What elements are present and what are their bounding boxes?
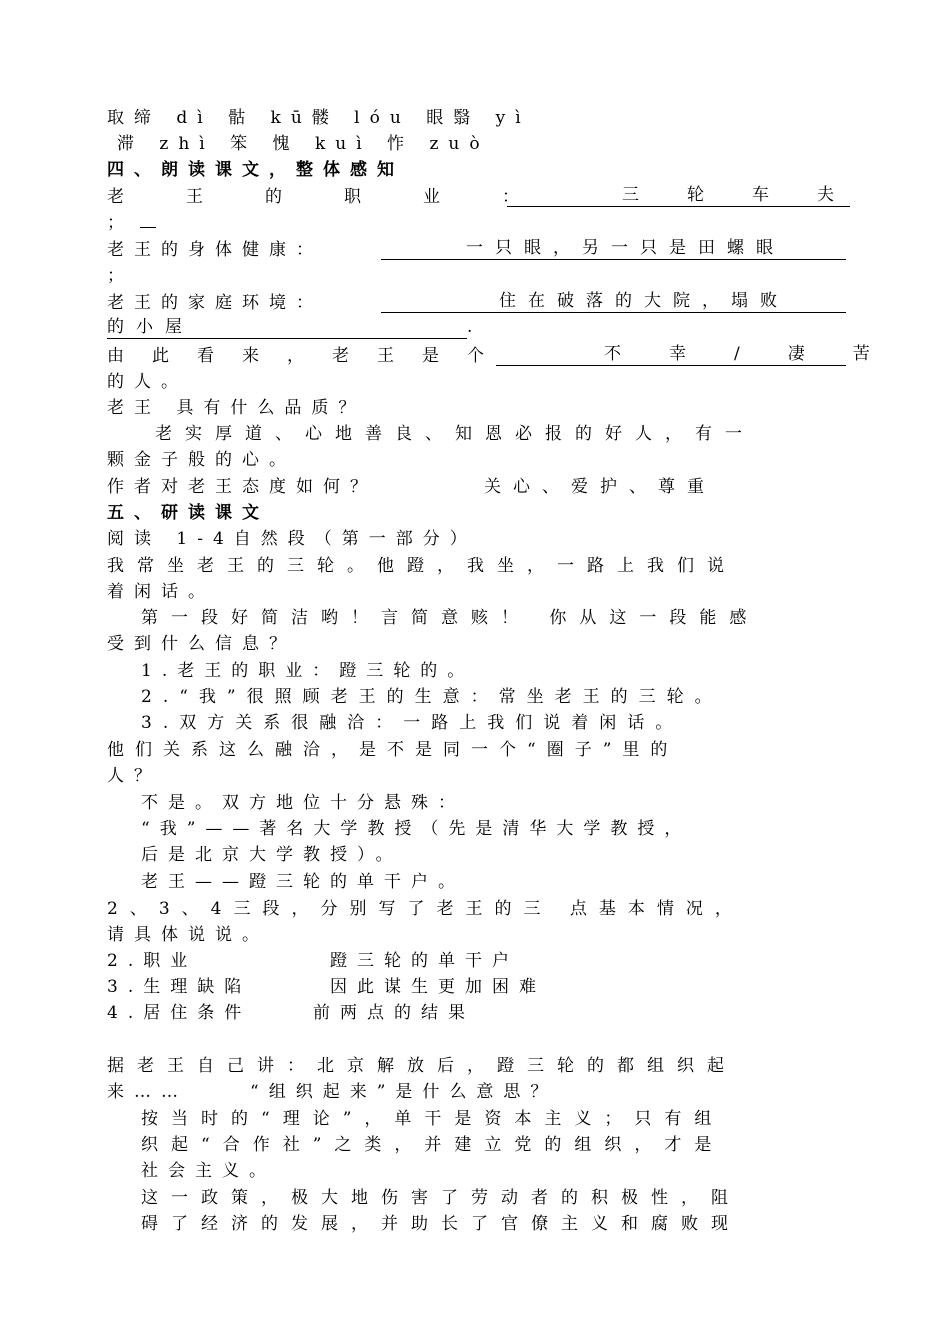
label-health: 老王的身体健康：	[107, 240, 323, 260]
question-three-points-1: 2、3、4三段，分别写了老王的三 点基本情况，	[107, 899, 744, 919]
section-heading-5: 五、研读课文	[107, 503, 269, 523]
blank-underline	[140, 227, 156, 228]
explain-line-1: 按当时的“理论”，单干是资本主义；只有组	[141, 1109, 725, 1129]
answer-family-text: 住在破落的大院，塌败	[381, 290, 846, 313]
quote-line-2a: 来……	[107, 1082, 188, 1102]
answer-circle-2: “我”——著名大学教授（先是清华大学教授，	[141, 819, 692, 839]
semicolon-1: ；	[107, 213, 134, 233]
answer-circle-4: 老王——蹬三轮的单干户。	[141, 872, 465, 892]
point-3: 3.双方关系很融洽：一路上我们说着闲话。	[141, 713, 684, 733]
point-2: 2.“我”很照顾老王的生意：常坐老王的三轮。	[141, 687, 723, 707]
answer-family-cont-text: 的小屋	[107, 316, 467, 339]
point-1: 1.老王的职业：蹬三轮的。	[141, 661, 475, 681]
explain-line-2: 织起“合作社”之类，并建立党的组织，才是	[141, 1135, 725, 1155]
answer-attitude: 关心、爱护、尊重	[484, 477, 716, 497]
question-attitude: 作者对老王态度如何？	[107, 477, 377, 497]
item-3-value: 因此谋生更加困难	[330, 977, 546, 997]
answer-health-text: 一只眼，另一只是田螺眼	[381, 237, 846, 260]
text-line-1: 我常坐老王的三轮。他蹬，我坐，一路上我们说	[107, 556, 737, 576]
semicolon-line-1	[107, 210, 832, 236]
answer-quality: 老实厚道、心地善良、知恩必报的好人，有一	[155, 424, 755, 444]
question-three-points-2: 请具体说说。	[107, 925, 269, 945]
question-circle-2: 人？	[107, 766, 161, 786]
period: .	[467, 317, 473, 337]
quote-line-2b: “组织起来”是什么意思？	[250, 1082, 558, 1102]
pinyin-line-1: 取缔 dì 骷 kū髅 lóu 眼翳 yì	[107, 108, 531, 128]
explain-line-4: 这一政策，极大地伤害了劳动者的积极性，阻	[141, 1188, 741, 1208]
line-people: 的人。	[107, 372, 188, 392]
item-4-value: 前两点的结果	[313, 1003, 475, 1023]
section-heading-4: 四、朗读课文，整体感知	[107, 160, 404, 180]
explain-line-5: 碍了经济的发展，并助长了官僚主义和腐败现	[141, 1214, 741, 1234]
answer-quality-cont: 颗金子般的心。	[107, 450, 296, 470]
item-3-label: 3.生理缺陷	[107, 977, 252, 997]
label-family: 老王的家庭环境：	[107, 293, 323, 313]
text-line-2: 着闲话。	[107, 582, 215, 602]
answer-family	[381, 290, 846, 316]
label-conclusion: 由此看来，老王是个	[107, 346, 512, 366]
answer-occupation	[507, 184, 882, 210]
item-2-value: 蹬三轮的单干户	[330, 951, 519, 971]
question-quality: 老王 具有什么品质？	[107, 398, 366, 418]
question-circle-1: 他们关系这么融洽，是不是同一个“圈子”里的	[107, 740, 679, 760]
pinyin-line-2: 滞 zhì 笨 愧 kuì 怍 zuò	[117, 134, 490, 154]
reading-part-one: 阅读 1-4自然段（第一部分）	[107, 529, 477, 549]
semicolon-line-2: ；	[107, 266, 134, 286]
answer-family-cont	[107, 316, 487, 342]
question-line-2: 受到什么信息？	[107, 634, 296, 654]
answer-circle-1: 不是。双方地位十分悬殊：	[141, 793, 465, 813]
answer-occupation-text: 三轮车夫	[507, 184, 850, 207]
answer-conclusion-text: 不幸/凄苦	[496, 343, 846, 366]
answer-conclusion	[496, 343, 918, 369]
label-occupation: 老王的职业：	[107, 187, 581, 207]
answer-circle-3: 后是北京大学教授）。	[141, 845, 403, 865]
quote-line-1: 据老王自己讲：北京解放后，蹬三轮的都组织起	[107, 1056, 737, 1076]
answer-health	[381, 237, 846, 263]
item-4-label: 4.居住条件	[107, 1003, 252, 1023]
question-line-1: 第一段好简洁哟！言简意赅！ 你从这一段能感	[141, 608, 760, 628]
item-2-label: 2.职业	[107, 951, 198, 971]
explain-line-3: 社会主义。	[141, 1161, 276, 1181]
